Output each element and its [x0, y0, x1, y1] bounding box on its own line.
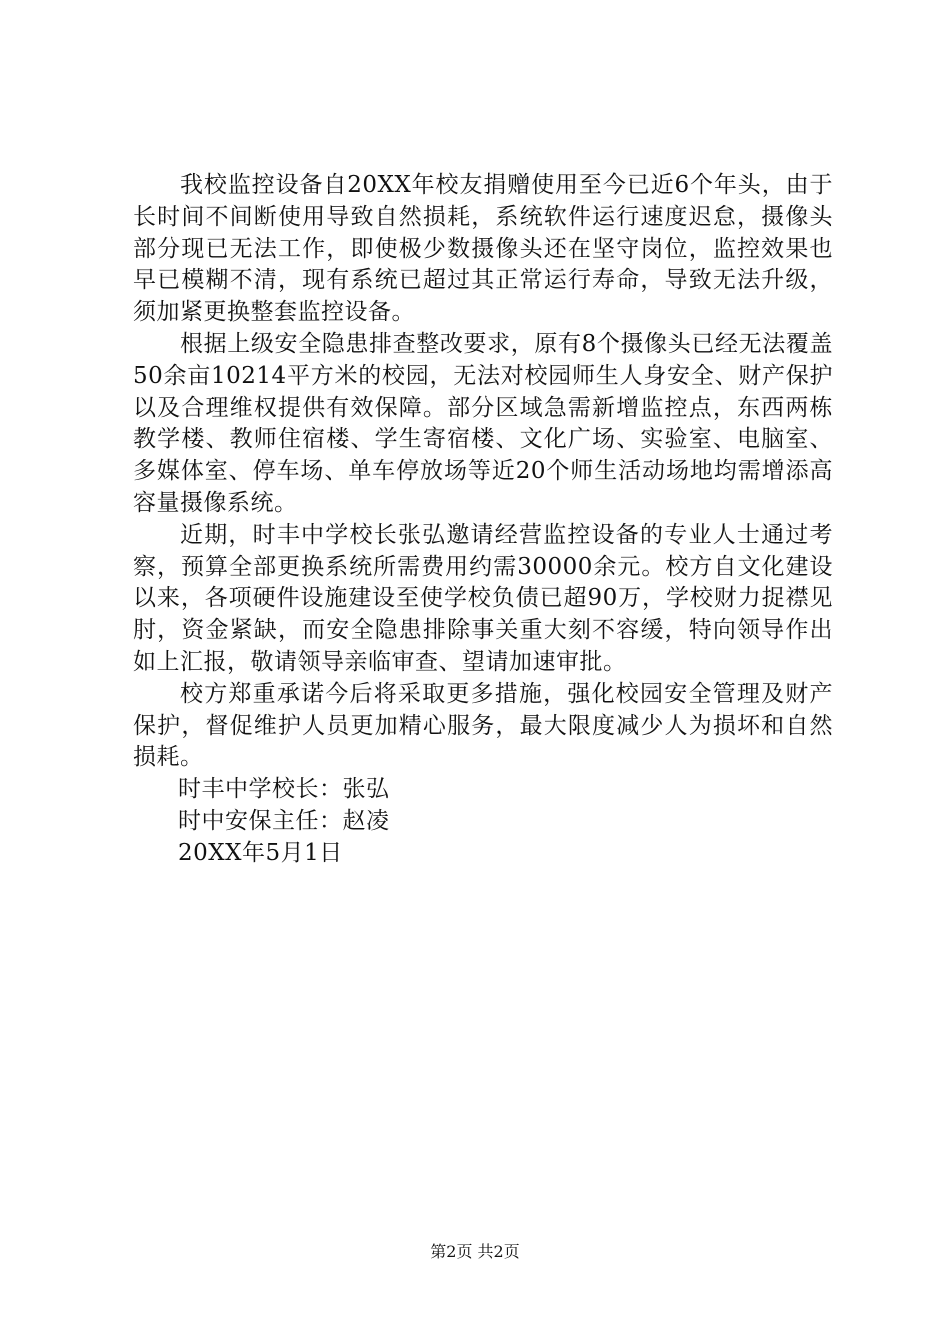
signature-date: 20XX年5月1日 [178, 839, 343, 866]
paragraph-1: 我校监控设备自20XX年校友捐赠使用至今已近6个年头，由于长时间不间断使用导致自然损耗，系统软件运行速度迟怠，摄像头部分现已无法工作，即使极少数摄像头还在坚守岗位，监控效果也早已模糊不清，现有系统已超过其正常运行寿命，导致无法升级，须加紧更换整套监控设备。 [133, 172, 833, 326]
paragraph-2: 根据上级安全隐患排查整改要求，原有8个摄像头已经无法覆盖50余亩10214平方米的校园，无法对校园师生人身安全、财产保护以及合理维权提供有效保障。部分区域急需新增监控点，东西两栋教学楼、教师住宿楼、学生寄宿楼、文化广场、实验室、电脑室、多媒体室、停车场、单车停放场等近20个师生活动场地均需增添高容量摄像系统。 [133, 330, 833, 516]
paragraph-4: 校方郑重承诺今后将采取更多措施，强化校园安全管理及财产保护，督促维护人员更加精心服务，最大限度减少人为损坏和自然损耗。 [133, 680, 833, 771]
signature-security-director: 时中安保主任：赵凌 [178, 807, 390, 834]
page-number: 第2页 共2页 [430, 1242, 520, 1261]
signature-principal: 时丰中学校长：张弘 [178, 776, 390, 803]
document-body [133, 170, 833, 870]
page-footer [0, 1242, 950, 1262]
paragraph-3: 近期，时丰中学校长张弘邀请经营监控设备的专业人士通过考察，预算全部更换系统所需费用约需30000余元。校方自文化建设以来，各项硬件设施建设至使学校负债已超90万，学校财力捉襟见肘，资金紧缺，而安全隐患排除事关重大刻不容缓，特向领导作出如上汇报，敬请领导亲临审查、望请加速审批。 [133, 521, 833, 675]
